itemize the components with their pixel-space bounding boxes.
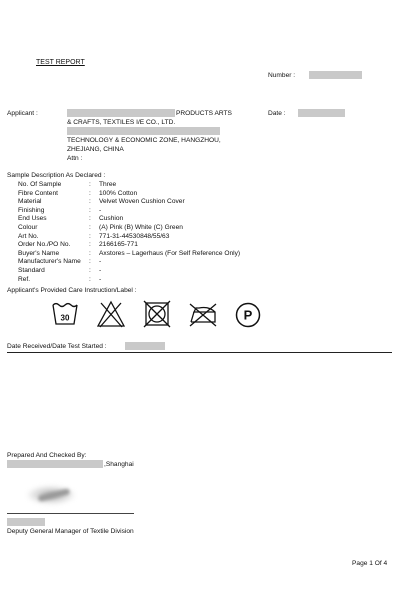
- sample-row-value: (A) Pink (B) White (C) Green: [99, 224, 183, 231]
- date-label: Date :: [268, 110, 286, 117]
- sample-row-label: Manufacturer's Name: [18, 258, 81, 266]
- sample-heading: Sample Description As Declared :: [7, 172, 106, 179]
- manager-name-redaction: [7, 518, 45, 526]
- signature-image: [14, 475, 84, 515]
- preparer-redaction: [7, 460, 103, 468]
- number-label: Number :: [268, 72, 296, 79]
- sample-row-colon: :: [89, 258, 91, 266]
- date-redaction: [298, 109, 345, 117]
- sample-row-value: 771-31-44530848/55/63: [99, 232, 170, 240]
- sample-row-label: Fibre Content: [18, 189, 58, 197]
- sample-row-colon: :: [89, 198, 91, 206]
- wash-30-icon: [51, 301, 79, 327]
- sample-row-label: Material: [18, 198, 42, 206]
- sample-row-value: Axstores – Lagerhaus (For Self Reference Only): [99, 249, 241, 257]
- applicant-line4: TECHNOLOGY & ECONOMIC ZONE, HANGZHOU,: [67, 137, 221, 144]
- sample-row-value: 100% Cotton: [99, 189, 138, 197]
- sample-row-label: Standard: [18, 267, 45, 274]
- sample-row-value: Three: [99, 181, 117, 188]
- do-not-bleach-icon: [96, 300, 126, 328]
- page-number: Page 1 Of 4: [352, 560, 388, 567]
- care-heading: Applicant's Provided Care Instruction/Label :: [7, 287, 137, 294]
- signature-line: [7, 513, 134, 514]
- dry-clean-p-icon: [234, 301, 262, 329]
- sample-row-label: Finishing: [18, 206, 45, 214]
- sample-row-label: End Uses: [18, 215, 47, 223]
- sample-row-value: -: [99, 206, 102, 214]
- wash-temp-text: 30: [60, 313, 70, 323]
- sample-row-label: Order No./PO No.: [18, 241, 71, 249]
- sample-row-label: Colour: [18, 224, 38, 231]
- sample-row-colon: :: [89, 267, 91, 274]
- sample-row-label: Buyer's Name: [18, 249, 60, 257]
- sample-row-colon: :: [89, 189, 91, 197]
- sample-row-label: Art No.: [18, 232, 39, 240]
- applicant-line1: PRODUCTS ARTS: [176, 110, 232, 117]
- sample-row-value: -: [99, 258, 102, 266]
- sample-row-value: -: [99, 267, 102, 274]
- city-label: ,Shanghai: [104, 461, 134, 468]
- sample-row-colon: :: [89, 232, 91, 240]
- applicant-name-redaction: [67, 109, 175, 117]
- sample-row-colon: :: [89, 241, 91, 249]
- section-divider: [7, 352, 392, 353]
- manager-title: Deputy General Manager of Textile Division: [7, 528, 134, 535]
- applicant-label: Applicant :: [7, 110, 38, 117]
- sample-row-colon: :: [89, 181, 91, 188]
- sample-row-colon: :: [89, 224, 91, 231]
- do-not-iron-icon: [187, 300, 219, 328]
- sample-row-label: No. Of Sample: [18, 181, 62, 188]
- sample-row-value: 2166165-771: [99, 241, 138, 249]
- applicant-line2: & CRAFTS, TEXTILES I/E CO., LTD.: [67, 119, 176, 126]
- dryclean-letter: P: [243, 307, 253, 323]
- sample-row-value: Velvet Woven Cushion Cover: [99, 198, 185, 206]
- sample-row-value: Cushion: [99, 215, 124, 223]
- applicant-line5: ZHEJIANG, CHINA: [67, 146, 124, 153]
- sample-row-colon: :: [89, 275, 91, 283]
- sample-row-colon: :: [89, 249, 91, 257]
- prepared-label: Prepared And Checked By:: [7, 452, 87, 459]
- attn-label: Attn :: [67, 155, 83, 162]
- date-received-redaction: [125, 342, 165, 350]
- applicant-address-redaction: [67, 127, 220, 135]
- do-not-tumble-dry-icon: [143, 300, 171, 328]
- report-title: TEST REPORT: [36, 59, 85, 66]
- sample-row-value: -: [99, 275, 102, 283]
- sample-row-label: Ref.: [18, 275, 31, 283]
- sample-row-colon: :: [89, 206, 91, 214]
- sample-row-colon: :: [89, 215, 91, 223]
- date-received-label: Date Received/Date Test Started :: [7, 343, 107, 350]
- number-redaction: [309, 71, 362, 79]
